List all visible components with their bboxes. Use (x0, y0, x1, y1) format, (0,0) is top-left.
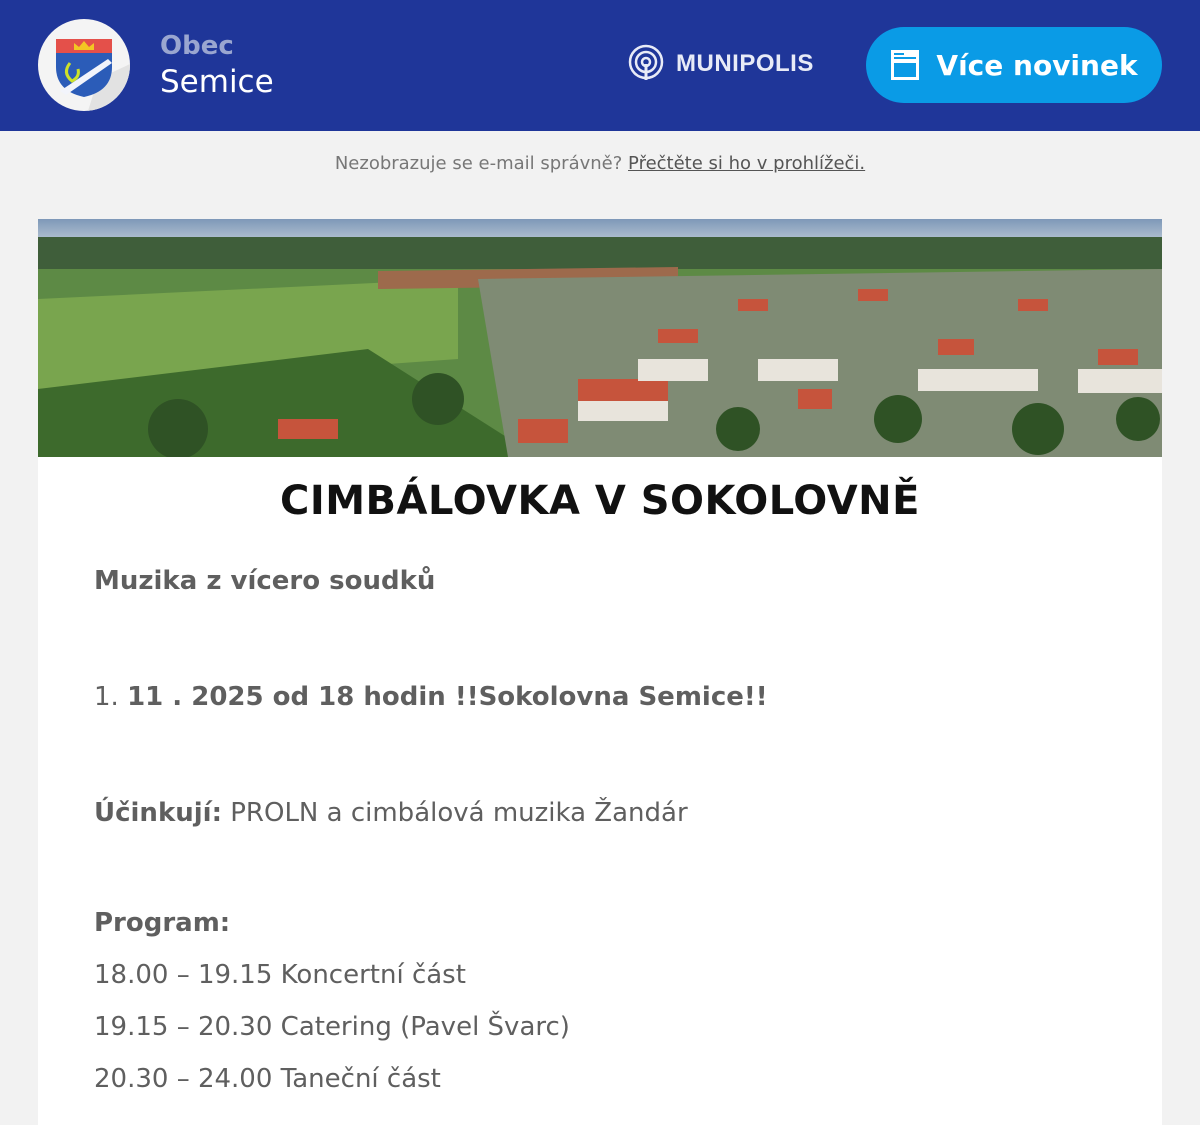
coat-of-arms-icon (38, 19, 130, 111)
event-date (94, 682, 1162, 712)
view-in-browser-link[interactable]: Přečtěte si ho v prohlížeči. (628, 153, 866, 174)
article-subtitle: Muzika z vícero soudků (94, 566, 436, 596)
performers-value: PROLN a cimbálová muzika Žandár (230, 798, 688, 828)
town-prefix: Obec (160, 31, 234, 61)
more-news-button[interactable] (866, 27, 1162, 103)
brand-name: MUNIPOLIS (676, 50, 814, 77)
more-news-label: Více novinek (936, 48, 1138, 82)
browser-notice (0, 153, 1200, 174)
notice-text: Nezobrazuje se e-mail správně? (334, 153, 623, 174)
town-logo[interactable] (38, 19, 130, 111)
performers-label: Účinkují: (94, 798, 222, 828)
event-date-day: 1. (94, 682, 119, 712)
broadcast-icon (626, 44, 666, 84)
article-card (38, 219, 1162, 1125)
header (0, 0, 1200, 131)
munipolis-logo[interactable] (626, 44, 814, 84)
program-item: 18.00 – 19.15 Koncertní část (94, 960, 466, 990)
performers (94, 798, 1162, 828)
town-name (160, 30, 274, 102)
article-body (38, 566, 1162, 1094)
hero-image (38, 219, 1162, 457)
article-title: CIMBÁLOVKA V SOKOLOVNĚ (280, 478, 920, 524)
newspaper-icon (890, 49, 920, 81)
program-item: 20.30 – 24.00 Taneční část (94, 1064, 441, 1094)
town-title: Semice (160, 64, 274, 100)
program-item: 19.15 – 20.30 Catering (Pavel Švarc) (94, 1012, 570, 1042)
program-label: Program: (94, 908, 231, 938)
event-date-details: 11 . 2025 od 18 hodin !!Sokolovna Semice!! (127, 682, 768, 712)
